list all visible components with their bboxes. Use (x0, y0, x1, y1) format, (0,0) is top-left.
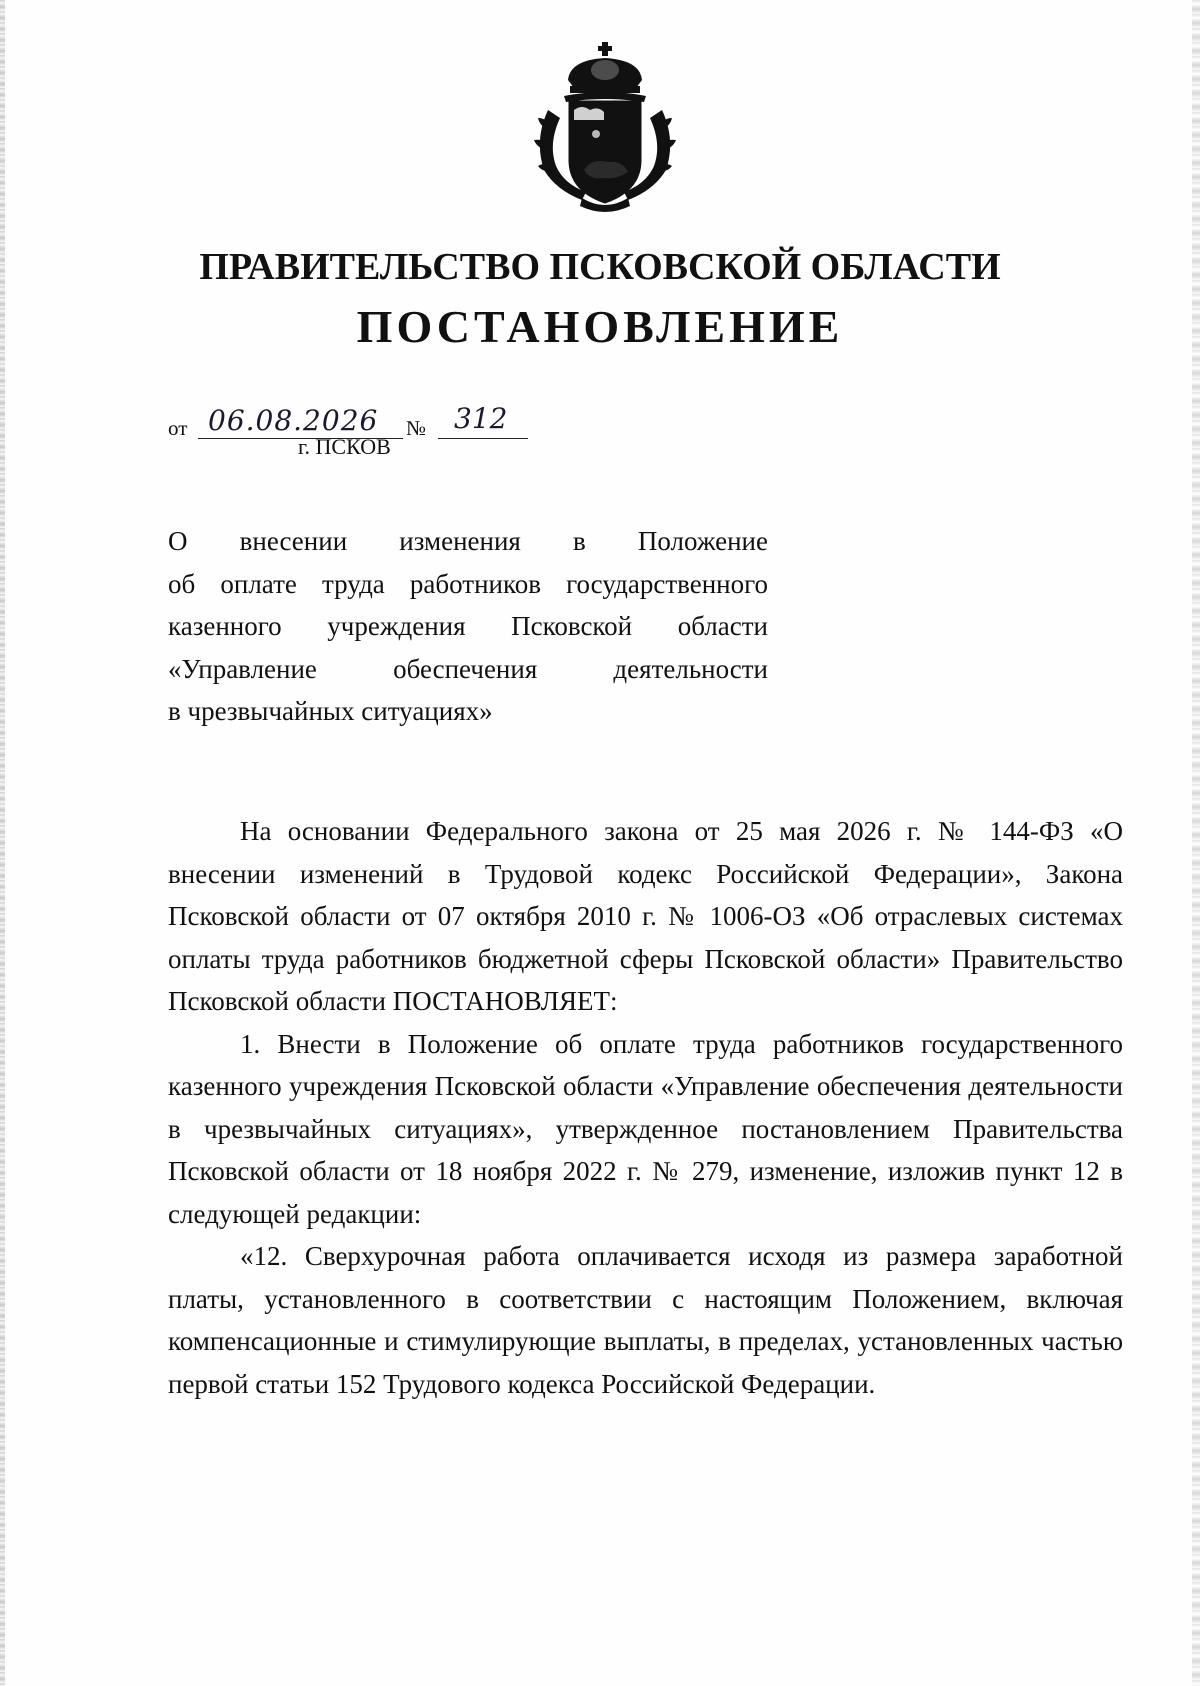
number-label: № (406, 416, 427, 440)
subject-line: в чрезвычайных ситуациях» (168, 696, 493, 726)
subject-line: казенного учреждения Псковской области (168, 611, 768, 641)
item-12-paragraph: «12. Сверхурочная работа оплачивается исходя из размера заработной платы, установленного в соответствии с настоящим Положением, включая компенсационные и стимулирующие выплаты, в пределах, установленных частью первой статьи 152 Трудового кодекса Российской Федерации. (168, 1241, 1123, 1399)
subject-line: «Управление обеспечения деятельности (168, 653, 768, 684)
date-from-label: от (168, 416, 188, 440)
pskov-coat-of-arms-icon (530, 40, 680, 215)
subject-line: О внесении изменения в Положение (168, 526, 768, 556)
item-1-paragraph: 1. Внести в Положение об оплате труда работников государственного казенного учреждения Псковской области «Управление обеспечения деятельности в чрезвычайных ситуациях», утвержденное постановлением Правительства Псковской области от 18 ноября 2022 г. № 279, изменение, изложив пункт 12 в следующей редакции: (168, 1028, 1123, 1229)
city: г. ПСКОВ (298, 434, 391, 459)
subject-line: об оплате труда работников государственного (168, 568, 768, 599)
document-date: 06.08.2026 (208, 404, 379, 437)
organization-title: ПРАВИТЕЛЬСТВО ПСКОВСКОЙ ОБЛАСТИ (199, 246, 1001, 288)
document-subject (168, 520, 768, 733)
document-body (168, 810, 1123, 1405)
document-number: 312 (454, 402, 508, 435)
preamble-paragraph: На основании Федерального закона от 25 мая 2026 г. № 144-ФЗ «О внесении изменений в Трудовой кодекс Российской Федерации», Закона Псковской области от 07 октября 2010 г. № 1006-ОЗ «Об отраслевых системах оплаты труда работников бюджетной сферы Псковской области» Правительство Псковской области ПОСТАНОВЛЯЕТ: (168, 816, 1123, 1016)
document-type: ПОСТАНОВЛЕНИЕ (356, 301, 844, 352)
number-underline (438, 438, 528, 439)
